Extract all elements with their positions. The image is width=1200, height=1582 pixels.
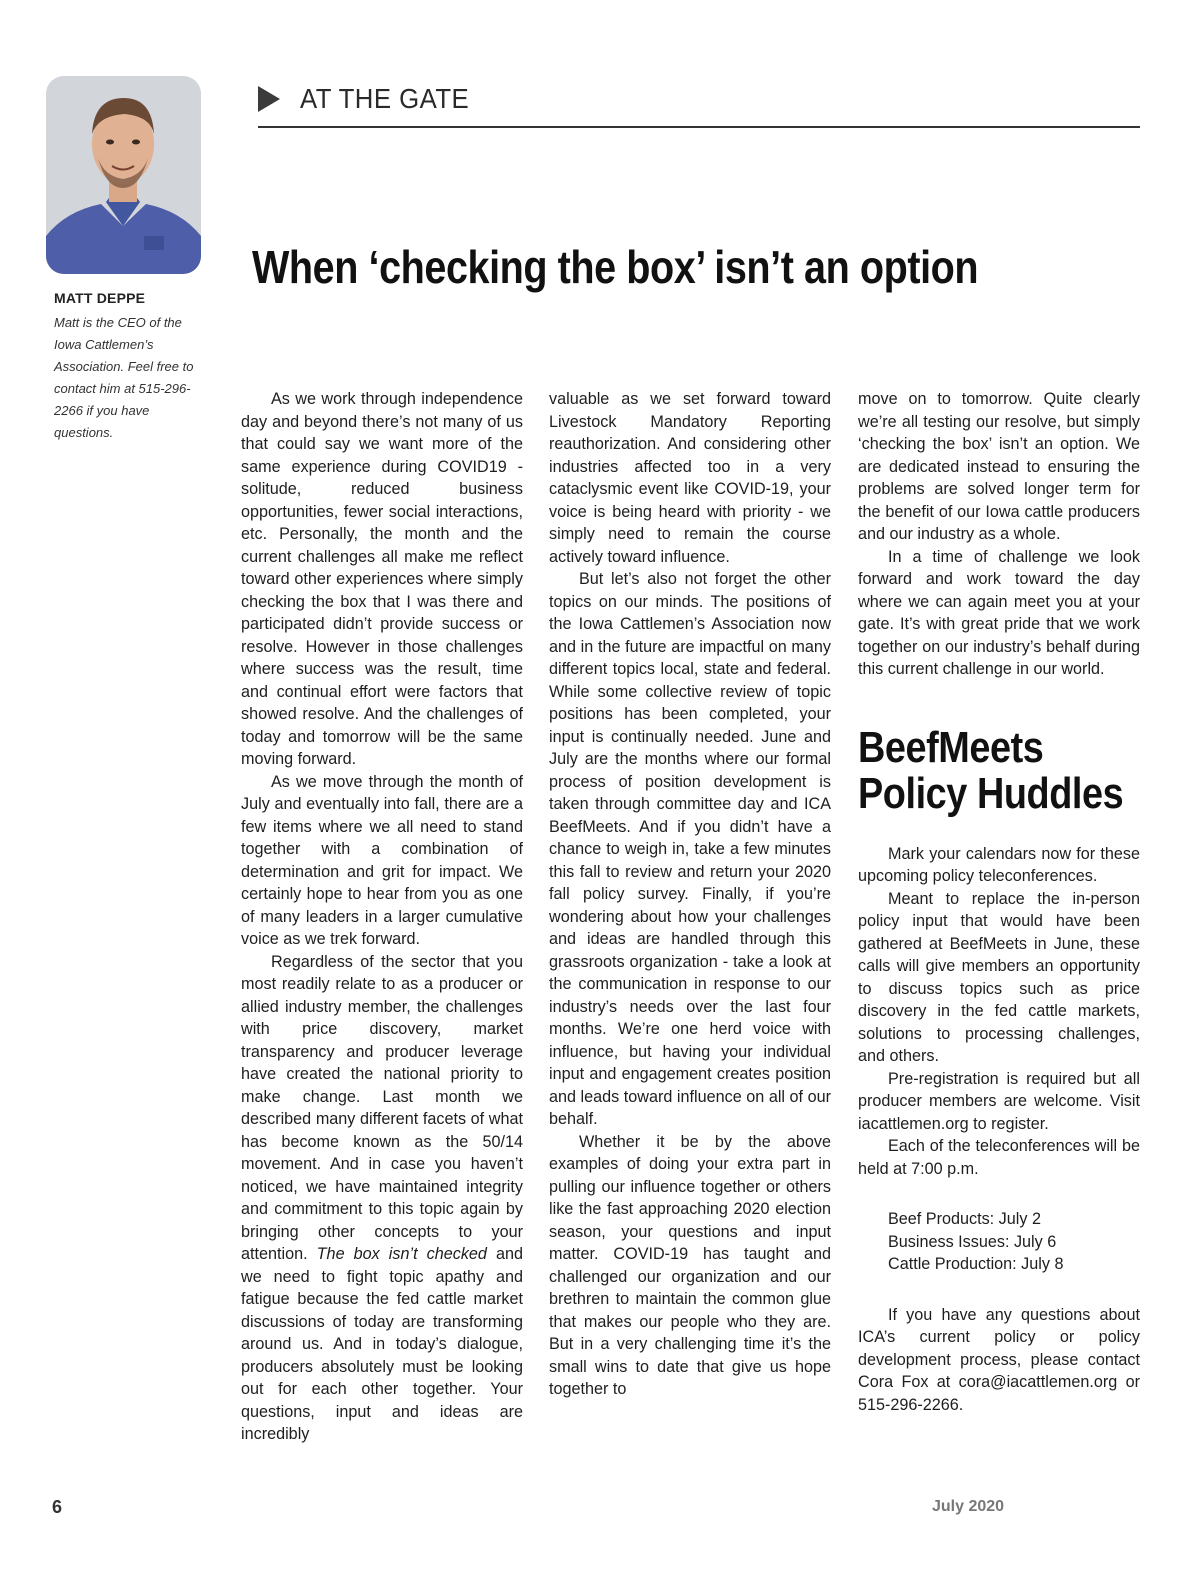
- article-paragraph: valuable as we set forward toward Livestock Mandatory Reporting reauthorization. And considering other industries affected too in a very cataclysmic event like COVID-19, your voice is being heard with priority - we simply need to remain the course actively toward influence.: [549, 390, 831, 566]
- teleconference-schedule: [888, 1208, 1140, 1276]
- schedule-item: Business Issues: July 6: [888, 1232, 1057, 1251]
- schedule-item: Cattle Production: July 8: [888, 1255, 1064, 1273]
- sidebar-paragraph: Meant to replace the in-person policy input that would have been gathered at BeefMeets in June, these calls will give members an opportunity to discuss topics such as price discovery in the fed cattle markets, solutions to processing challenges, and others.: [858, 889, 1140, 1065]
- article-paragraph: [241, 951, 523, 1446]
- article-text: and we need to fight topic apathy and fatigue because the fed cattle market discussions of today are transforming around us. And in today’s dialogue, producers absolutely must be looking out for each other together. Your questions, input and ideas are incredibly: [241, 1245, 523, 1443]
- article-paragraph: In a time of challenge we look forward and work toward the day where we can again meet you at your gate. It’s with great pride that we work together on our industry’s behalf during this current challenge in our world.: [858, 547, 1140, 678]
- section-label: AT THE GATE: [300, 83, 470, 114]
- sidebar-paragraph: Mark your calendars now for these upcoming policy teleconferences.: [858, 844, 1140, 885]
- sidebar-closing: If you have any questions about ICA’s current policy or policy development process, please contact Cora Fox at cora@iacattlemen.org or 515-296-2266.: [858, 1305, 1140, 1414]
- sidebar-heading-line: BeefMeets: [858, 722, 1044, 772]
- play-triangle-icon: [258, 86, 280, 112]
- sidebar-heading: [858, 722, 1124, 818]
- page-number: 6: [52, 1497, 63, 1517]
- author-name: MATT DEPPE: [54, 290, 146, 306]
- article-paragraph: As we work through independence day and beyond there’s not many of us that could say we want more of the same experience during COVID19 - solitude, reduced business opportunities, fewer social interactions, etc. Personally, the month and the current challenges all make me reflect toward other experiences where simply checking the box that I was there and participated didn’t provide success or resolve. However in those challenges where success was the result, time and continual effort were factors that showed resolve. And the challenges of today and tomorrow will be the same moving forward.: [241, 390, 523, 768]
- article-headline: When ‘checking the box’ isn’t an option: [252, 241, 979, 293]
- article-paragraph: Whether it be by the above examples of doing your extra part in pulling our influence together or others like the fast approaching 2020 election season, your questions and input matter. COVID-19 has taught and challenged our organization and our brethren to maintain the common glue that makes our people who they are. But in a very challenging time it’s the small wins to date that give us hope together to: [549, 1132, 831, 1398]
- section-header: [258, 82, 484, 116]
- article-text: Regardless of the sector that you most readily relate to as a producer or allied industry member, the challenges with price discovery, market transparency and producer leverage have created the national priority to make change. Last month we described many different facets of what has become known as the 50/14 movement. And in case you haven’t noticed, we have maintained integrity and commitment to this topic again by bringing other concepts to your attention.: [241, 952, 523, 1263]
- section-divider: [258, 126, 1140, 128]
- article-paragraph: move on to tomorrow. Quite clearly we’re all testing our resolve, but simply ‘checking the box’ isn’t an option. We are dedicated instead to ensuring the problems are solved longer term for the benefit of our Iowa cattle producers and our industry as a whole.: [858, 390, 1140, 543]
- schedule-item: Beef Products: July 2: [888, 1210, 1041, 1228]
- issue-date: July 2020: [932, 1498, 1005, 1515]
- author-photo: [46, 76, 201, 274]
- sidebar-heading-line: Policy Huddles: [858, 768, 1124, 818]
- article-column-1: [241, 388, 523, 1446]
- sidebar-paragraph: Pre-registration is required but all producer members are welcome. Visit iacattlemen.org to register.: [858, 1069, 1140, 1133]
- article-column-2: [549, 388, 831, 1401]
- author-bio: Matt is the CEO of the Iowa Cattlemen’s Association. Feel free to contact him at 515-296-2266 if you have questions.: [54, 315, 194, 440]
- article-paragraph: But let’s also not forget the other topics on our minds. The positions of the Iowa Cattlemen’s Association now and in the future are impactful on many different topics local, state and federal. While some collective review of topic positions has been completed, your input is continually needed. June and July are the months where our formal process of position development is taken through committee day and ICA BeefMeets. And if you didn’t have a chance to weigh in, take a few minutes this fall to review and return your 2020 fall policy survey. Finally, if you’re wondering about how your challenges and ideas are handled through this grassroots organization - take a look at the communication in response to our industry’s needs over the last four months. We’re one herd voice with influence, but having your individual input and engagement creates position and leads toward influence on all of our behalf.: [549, 570, 831, 1128]
- article-paragraph: As we move through the month of July and eventually into fall, there are a few items where we all need to stand together with a combination of determination and grit for impact. We certainly hope to hear from you as one of many leaders in a larger cumulative voice as we trek forward.: [241, 772, 523, 948]
- article-column-3: [858, 388, 1140, 1416]
- sidebar-paragraph: Each of the teleconferences will be held at 7:00 p.m.: [858, 1137, 1140, 1178]
- article-emphasis: The box isn’t checked: [316, 1245, 487, 1263]
